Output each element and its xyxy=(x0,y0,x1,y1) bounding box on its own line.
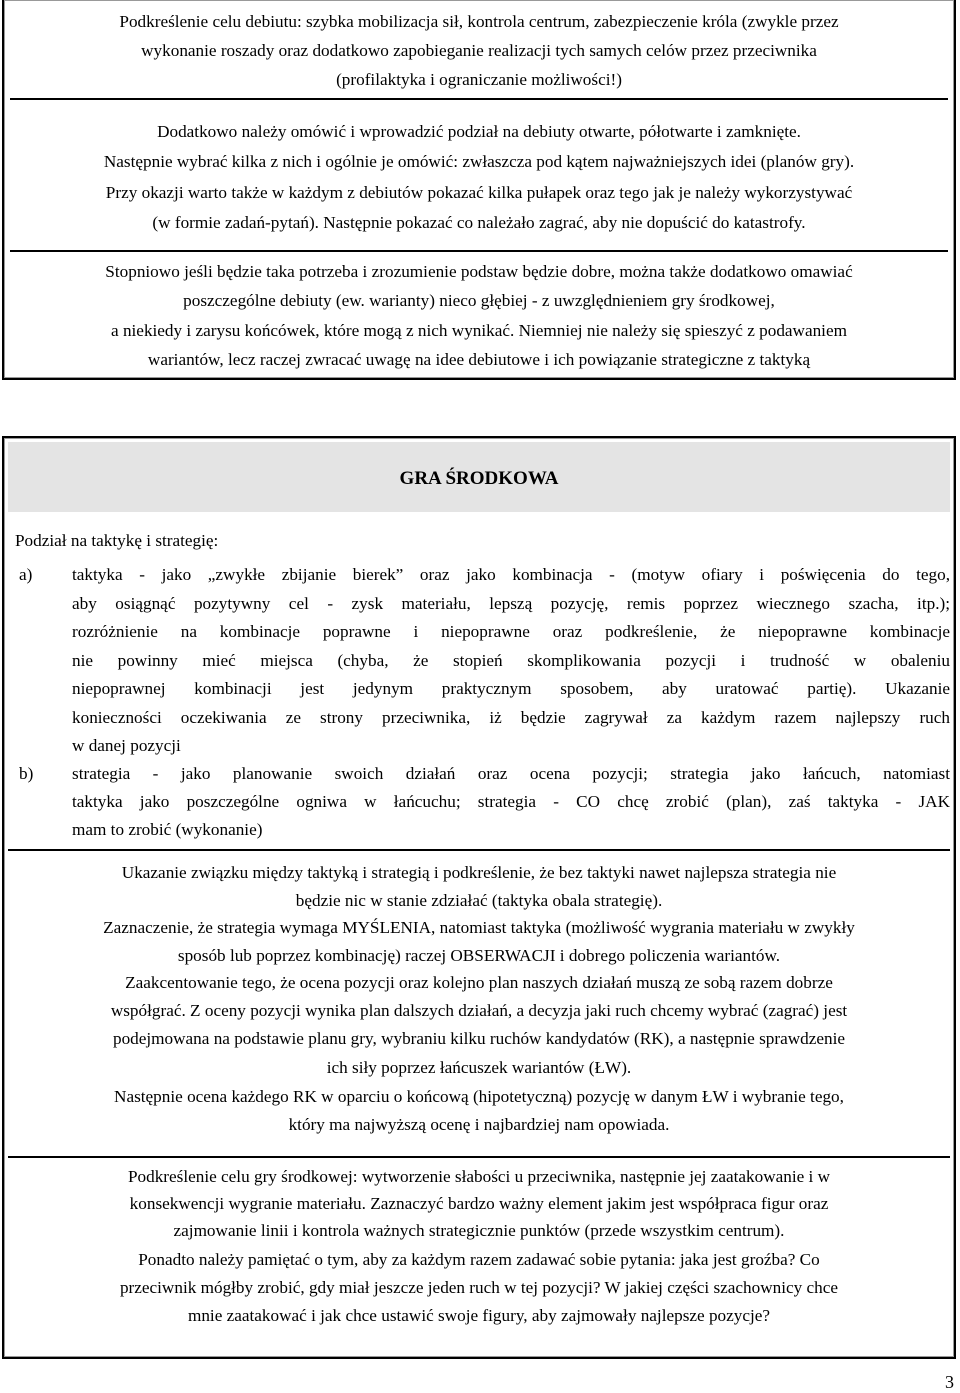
text-line: będzie nic w stanie zdziałać (taktyka obala strategię). xyxy=(295,891,663,910)
list-item-a-line: nie powinny mieć miejsca (chyba, że stopień skomplikowania pozycji i trudność w obaleniu xyxy=(72,651,950,670)
list-item-b-line: taktyka jako poszczególne ogniwa w łańcuchu; strategia - CO chcę zrobić (plan), zaś taktyka - JAK xyxy=(72,792,950,811)
text-line: podejmowana na podstawie planu gry, wybraniu kilku ruchów kandydatów (RK), a następnie sprawdzenie xyxy=(112,1029,845,1048)
text-line: mnie zaatakować i jak chce ustawić swoje figury, aby zajmowały najlepsze pozycje? xyxy=(187,1306,771,1325)
text-line: który ma najwyższą ocenę i najbardziej nam opowiada. xyxy=(288,1115,670,1134)
intro-text: Podział na taktykę i strategię: xyxy=(15,531,219,550)
text-line: Podkreślenie celu debiutu: szybka mobilizacja sił, kontrola centrum, zabezpieczenie króla (zwykle przez xyxy=(119,12,839,31)
text-line: wykonanie roszady oraz dodatkowo zapobieganie realizacji tych samych celów przez przeciwnika xyxy=(141,41,817,60)
text-line: Zaznaczenie, że strategia wymaga MYŚLENIA, natomiast taktyka (możliwość wygrania materiału w zwykły xyxy=(103,918,855,937)
page-number: 3 xyxy=(945,1372,954,1392)
section-divider xyxy=(8,849,950,851)
text-line: poszczególne debiuty (ew. warianty) nieco głębiej - z uwzględnieniem gry środkowej, xyxy=(183,291,775,310)
text-line: Ukazanie związku między taktyką i strategią i podkreślenie, że bez taktyki nawet najlepsza strategia nie xyxy=(121,863,837,882)
text-line: ich siły poprzez łańcuszek wariantów (ŁW). xyxy=(326,1058,632,1077)
text-line: Następnie ocena każdego RK w oparciu o końcową (hipotetyczną) pozycję w danym ŁW i wybranie tego, xyxy=(114,1087,844,1106)
text-line: sposób lub poprzez kombinację) raczej OBSERWACJI i dobrego policzenia wariantów. xyxy=(177,946,781,965)
opening-types-section xyxy=(10,100,948,252)
list-label-b: b) xyxy=(19,764,34,783)
section-title-bar xyxy=(8,442,950,512)
list-item-a-line: rozróżnienie na kombinacje poprawne i niepoprawne oraz podkreślenie, że niepoprawne kombinacje xyxy=(72,622,950,641)
middle-game-box xyxy=(2,436,956,1359)
text-line: Następnie wybrać kilka z nich i ogólnie je omówić: zwłaszcza pod kątem najważniejszych idei (planów gry). xyxy=(103,152,855,171)
opening-goal-section xyxy=(10,10,948,100)
section-divider xyxy=(8,1156,950,1158)
list-item-a-line: niepoprawnej kombinacji jest jedynym praktycznym sposobem, aby uratować partię). Ukazanie xyxy=(72,679,950,698)
list-label-a: a) xyxy=(19,565,33,584)
list-item-b-line: mam to zrobić (wykonanie) xyxy=(72,820,263,839)
text-line: współgrać. Z oceny pozycji wynika plan dalszych działań, a decyzja jaki ruch chcemy wybrać (zagrać) jest xyxy=(110,1001,848,1020)
text-line: konsekwencji wygranie materiału. Zaznaczyć bardzo ważny element jakim jest współpraca figur oraz xyxy=(129,1194,829,1213)
list-item-a-line: taktyka - jako „zwykłe zbijanie bierek” oraz jako kombinacja - (motyw ofiary i poświęcenia do tego, xyxy=(72,565,950,584)
text-line: przeciwnik mógłby zrobić, gdy miał jeszcze jeden ruch w tej pozycji? W jakiej części szachownicy chce xyxy=(119,1278,839,1297)
text-line: Stopniowo jeśli będzie taka potrzeba i zrozumienie podstaw będzie dobre, można także dodatkowo omawiać xyxy=(105,262,853,281)
text-line: Podkreślenie celu gry środkowej: wytworzenie słabości u przeciwnika, następnie jej zaatakowanie i w xyxy=(127,1167,831,1186)
text-line: wariantów, lecz raczej zwracać uwagę na idee debiutowe i ich powiązanie strategiczne z taktyką xyxy=(147,350,811,369)
text-line: (profilaktyka i ograniczanie możliwości!) xyxy=(336,70,622,89)
section-title: GRA ŚRODKOWA xyxy=(399,468,559,489)
opening-notes-box xyxy=(2,0,956,380)
text-line: (w formie zadań-pytań). Następnie pokazać co należało zagrać, aby nie dopuścić do katastrofy. xyxy=(152,213,806,232)
list-item-a-line: konieczności oczekiwania ze strony przeciwnika, iż będzie zagrywał za każdym razem najlepszy ruch xyxy=(72,708,950,727)
opening-depth-section xyxy=(10,252,948,376)
text-line: Zaakcentowanie tego, że ocena pozycji oraz kolejno plan naszych działań muszą ze sobą razem dobrze xyxy=(125,973,833,992)
text-line: Dodatkowo należy omówić i wprowadzić podział na debiuty otwarte, półotwarte i zamknięte. xyxy=(157,122,801,141)
text-line: a niekiedy i zarysu końcówek, które mogą z nich wynikać. Niemniej nie należy się spieszyć z podawaniem xyxy=(111,321,847,340)
list-item-a-line: aby osiągnąć pozytywny cel - zysk materiału, lepszą pozycję, remis poprzez wiecznego szacha, itp.); xyxy=(72,594,950,613)
text-line: Przy okazji warto także w każdym z debiutów pokazać kilka pułapek oraz tego jak je należy wykorzystywać xyxy=(105,183,853,202)
list-item-b-line: strategia - jako planowanie swoich działań oraz ocena pozycji; strategia jako łańcuch, natomiast xyxy=(72,764,950,783)
text-line: zajmowanie linii i kontrola ważnych strategicznie punktów (przede wszystkim centrum). xyxy=(173,1221,785,1240)
text-line: Ponadto należy pamiętać o tym, aby za każdym razem zadawać sobie pytania: jaka jest groźba? Co xyxy=(138,1250,820,1269)
list-item-a-line: w danej pozycji xyxy=(72,736,181,755)
